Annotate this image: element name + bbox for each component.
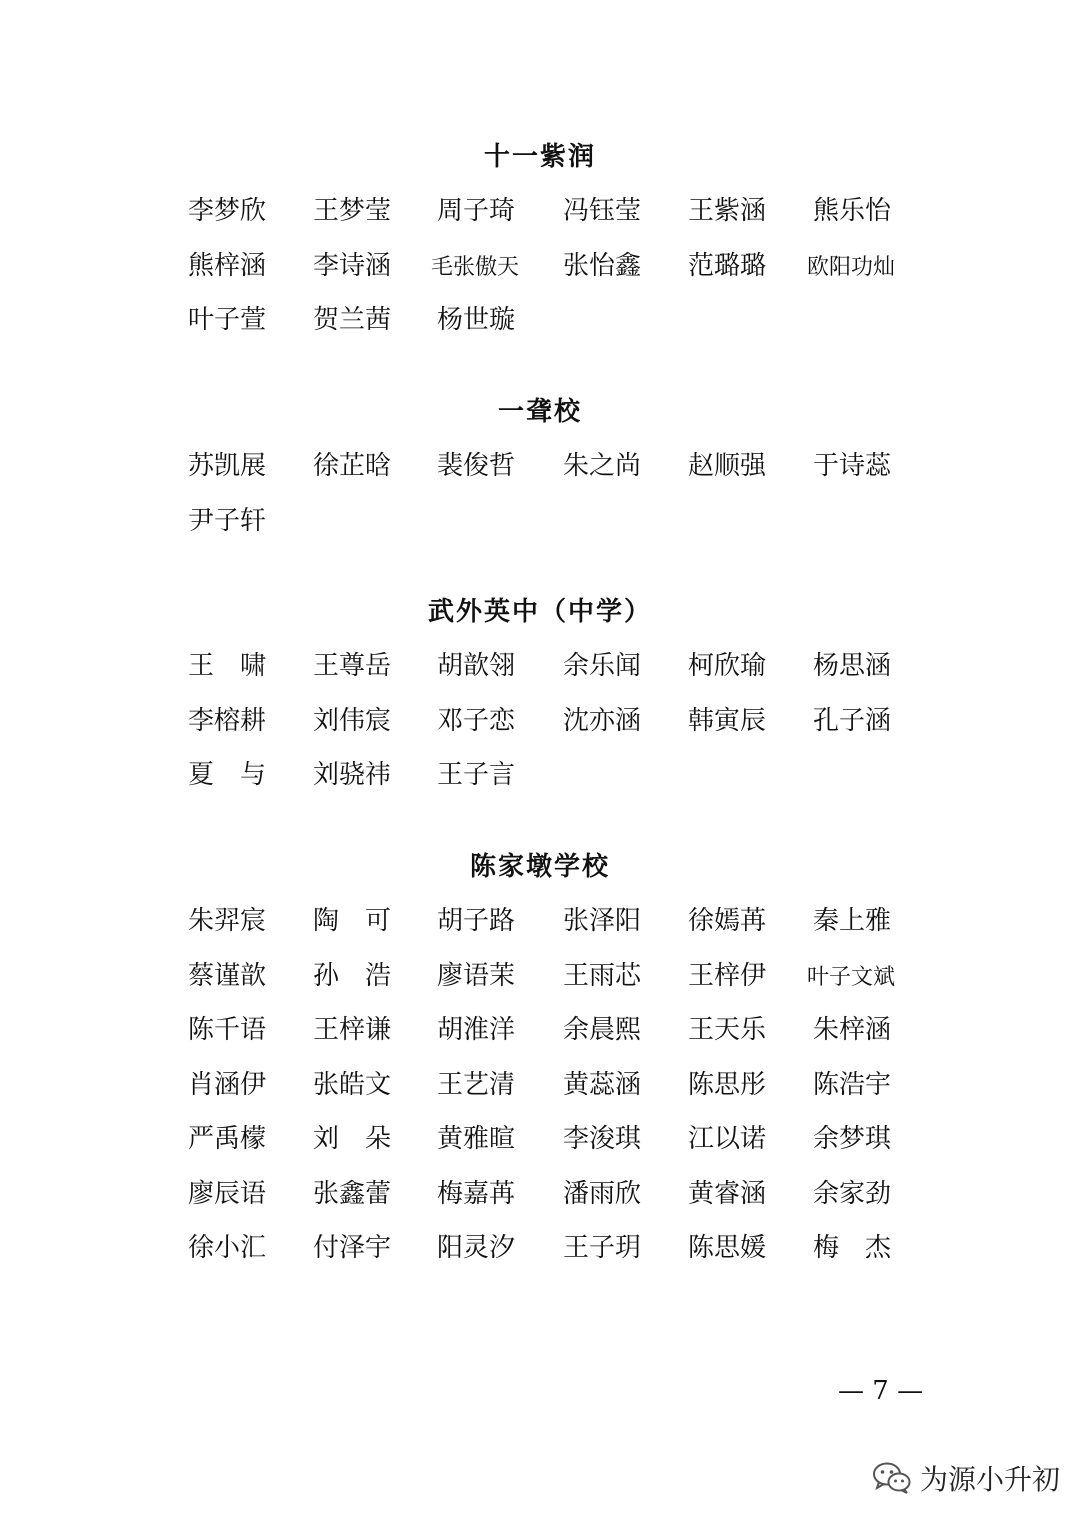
student-name: 胡歆翎 [437, 651, 516, 681]
student-name: 胡子路 [437, 906, 516, 936]
student-name: 肖涵伊 [188, 1069, 267, 1100]
student-name: 杨世璇 [437, 305, 516, 335]
student-name: 王雨芯 [563, 960, 642, 991]
student-name: 黄睿涵 [688, 1178, 767, 1209]
student-name: 王 啸 [188, 651, 267, 681]
student-name: 梅 杰 [813, 1233, 892, 1263]
student-name: 叶子萱 [188, 305, 267, 335]
student-name: 廖辰语 [188, 1178, 267, 1209]
student-name: 徐嫣苒 [688, 906, 767, 936]
student-name: 阳灵汐 [437, 1233, 516, 1263]
student-name: 陶 可 [313, 906, 392, 936]
student-name: 贺兰茜 [313, 305, 392, 335]
page-number: — 7 — [838, 1376, 924, 1406]
student-name: 余家劲 [813, 1178, 892, 1209]
student-name: 王梓谦 [313, 1015, 392, 1045]
student-name: 李榕耕 [188, 705, 267, 736]
student-name: 熊乐怡 [813, 196, 892, 226]
student-name: 黄雅暄 [437, 1124, 516, 1154]
student-name: 王紫涵 [688, 196, 767, 226]
student-name: 朱羿宸 [188, 906, 267, 936]
student-name: 胡淮洋 [437, 1015, 516, 1045]
student-name: 沈亦涵 [563, 705, 642, 736]
student-name: 王梦莹 [313, 196, 392, 226]
student-name: 刘伟宸 [313, 705, 392, 736]
student-name: 于诗蕊 [813, 451, 892, 481]
student-name: 徐小汇 [188, 1233, 267, 1263]
wechat-icon [872, 1461, 912, 1495]
student-name: 周子琦 [437, 196, 516, 226]
student-name: 柯欣瑜 [688, 651, 767, 681]
student-name: 李诗涵 [313, 250, 392, 281]
student-name: 杨思涵 [813, 651, 892, 681]
student-name: 苏凯展 [188, 451, 267, 481]
student-name: 王天乐 [688, 1015, 767, 1045]
student-name: 朱之尚 [563, 451, 642, 481]
student-name: 尹子轩 [188, 505, 267, 536]
student-name: 孔子涵 [813, 705, 892, 736]
student-name: 李梦欣 [188, 196, 267, 226]
student-name: 王梓伊 [688, 960, 767, 991]
watermark-text: 为源小升初 [920, 1463, 1061, 1496]
student-name: 廖语茉 [437, 960, 516, 991]
student-name: 秦上雅 [813, 906, 892, 936]
student-name: 毛张傲天 [431, 254, 520, 280]
student-name: 韩寅辰 [688, 705, 767, 736]
student-name: 付泽宇 [313, 1233, 392, 1263]
student-name: 王艺清 [437, 1069, 516, 1100]
student-name: 赵顺强 [688, 451, 767, 481]
student-name: 王子玥 [563, 1233, 642, 1263]
student-name: 蔡谨歆 [188, 960, 267, 991]
section-title: 十一紫润 [483, 142, 596, 172]
student-name: 严禹檬 [188, 1124, 267, 1154]
student-name: 叶子文斌 [807, 964, 896, 990]
student-name: 梅嘉苒 [437, 1178, 516, 1209]
student-name: 陈思彤 [688, 1069, 767, 1100]
student-name: 徐芷晗 [313, 451, 392, 481]
student-name: 张皓文 [313, 1069, 392, 1100]
student-name: 江以诺 [688, 1124, 767, 1154]
student-name: 张怡鑫 [563, 250, 642, 281]
section-title: 一聋校 [497, 397, 582, 427]
student-name: 刘 朵 [313, 1124, 392, 1154]
student-name: 熊梓涵 [188, 250, 267, 281]
student-name: 刘骁祎 [313, 760, 392, 790]
student-name: 潘雨欣 [563, 1178, 642, 1209]
student-name: 余梦琪 [813, 1124, 892, 1154]
watermark [872, 1458, 1060, 1498]
student-name: 王子言 [437, 760, 516, 790]
student-name: 余乐闻 [563, 651, 642, 681]
student-name: 陈千语 [188, 1015, 267, 1045]
student-name: 范璐璐 [688, 250, 767, 281]
section-title: 陈家墩学校 [469, 852, 610, 882]
student-name: 李浚琪 [563, 1124, 642, 1154]
student-name: 陈思媛 [688, 1233, 767, 1263]
student-name: 张鑫蕾 [313, 1178, 392, 1209]
student-name: 裴俊哲 [437, 451, 516, 481]
student-name: 张泽阳 [563, 906, 642, 936]
student-name: 黄蕊涵 [563, 1069, 642, 1100]
student-name: 王尊岳 [313, 651, 392, 681]
student-name: 孙 浩 [313, 960, 392, 991]
student-name: 邓子恋 [437, 705, 516, 736]
student-name: 朱梓涵 [813, 1015, 892, 1045]
student-name: 欧阳功灿 [807, 254, 896, 280]
student-name: 余晨熙 [563, 1015, 642, 1045]
student-name: 陈浩宇 [813, 1069, 892, 1100]
section-title: 武外英中（中学） [427, 597, 652, 627]
student-name: 夏 与 [188, 760, 267, 790]
student-name: 冯钰莹 [563, 196, 642, 226]
